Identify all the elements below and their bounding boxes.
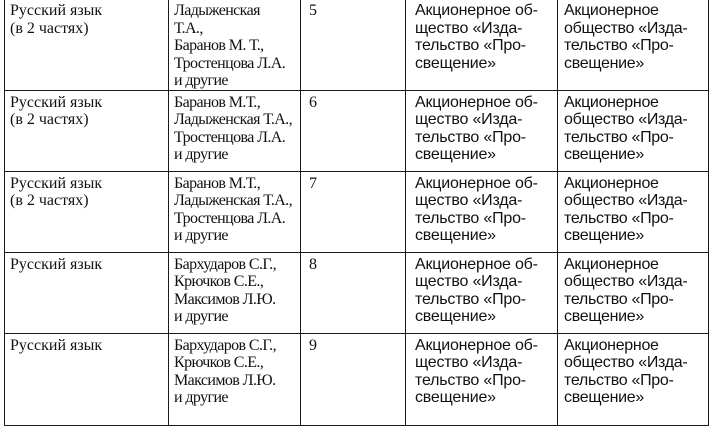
subject-line: Русский язык — [10, 174, 103, 192]
publisher-cell — [406, 333, 558, 425]
author-line: Максимов Л.Ю. — [174, 371, 276, 389]
publisher-line: общество «Изда- — [564, 111, 688, 128]
author-line: Баранов М.Т., — [174, 174, 261, 192]
table-row — [5, 0, 709, 90]
subject-cell — [5, 90, 169, 171]
publisher-cell — [406, 90, 558, 171]
publisher-line: тельство «Про- — [564, 37, 674, 54]
subject-line: (в 2 частях) — [10, 111, 89, 128]
table-body — [5, 0, 709, 425]
grade-value: 8 — [309, 255, 317, 273]
author-line: Максимов Л.Ю. — [174, 290, 276, 308]
publisher-line: тельство «Про- — [415, 290, 526, 308]
publisher-line: общество «Изда- — [564, 19, 688, 37]
publisher-line: свещение» — [564, 54, 644, 72]
publisher-line: тельство «Про- — [415, 371, 526, 389]
grade-value: 6 — [309, 93, 317, 111]
authors-cell — [169, 252, 301, 333]
publisher-cell — [406, 252, 558, 333]
publisher-line: Акционерное — [564, 93, 659, 111]
publisher-line: Акционерное — [564, 255, 659, 273]
author-line: и другие — [174, 72, 228, 89]
publisher-line: тельство «Про- — [415, 128, 526, 146]
publisher-line: Акционерное об- — [415, 2, 538, 19]
author-line: Баранов М.Т., — [174, 93, 261, 111]
publisher-line: свещение» — [564, 389, 644, 406]
publisher-line: тельство «Про- — [564, 371, 674, 389]
subject-line: Русский язык — [10, 2, 103, 19]
grade-value: 5 — [309, 2, 317, 19]
publisher-cell — [406, 171, 558, 252]
author-line: Т.А., — [174, 19, 203, 37]
publisher-cell-2 — [558, 171, 709, 252]
publisher-line: общество «Изда- — [564, 354, 688, 371]
publisher-line: тельство «Про- — [415, 37, 526, 54]
author-line: Бархударов С.Г., — [174, 336, 276, 354]
publisher-line: Акционерное — [564, 174, 659, 192]
table-row — [5, 333, 709, 425]
author-line: Ладыженская Т.А., — [174, 111, 292, 128]
author-line: Крючков С.Е., — [174, 354, 264, 371]
grade-value: 7 — [309, 174, 317, 192]
publisher-cell — [406, 0, 558, 90]
grade-cell — [301, 0, 406, 90]
table-row — [5, 171, 709, 252]
grade-cell — [301, 171, 406, 252]
author-line: Баранов М. Т., — [174, 37, 264, 54]
publisher-cell-2 — [558, 333, 709, 425]
publisher-line: свещение» — [564, 227, 644, 244]
author-line: и другие — [174, 389, 228, 406]
publisher-line: щество «Изда- — [415, 19, 523, 37]
author-line: и другие — [174, 308, 228, 325]
author-line: Тростенцова Л.А. — [174, 54, 286, 72]
subject-line: (в 2 частях) — [10, 192, 89, 209]
publisher-line: Акционерное об- — [415, 174, 538, 192]
authors-cell — [169, 333, 301, 425]
publisher-line: Акционерное — [564, 2, 659, 19]
publisher-cell-2 — [558, 0, 709, 90]
subject-line: Русский язык — [10, 93, 103, 111]
publisher-line: тельство «Про- — [564, 209, 674, 227]
publisher-cell-2 — [558, 252, 709, 333]
textbook-table — [4, 0, 709, 426]
author-line: Тростенцова Л.А. — [174, 128, 286, 146]
publisher-line: щество «Изда- — [415, 192, 523, 209]
publisher-line: щество «Изда- — [415, 111, 523, 128]
publisher-line: тельство «Про- — [564, 128, 674, 146]
publisher-line: общество «Изда- — [564, 192, 688, 209]
subject-cell — [5, 171, 169, 252]
grade-cell — [301, 252, 406, 333]
publisher-line: свещение» — [415, 54, 496, 72]
publisher-line: свещение» — [564, 308, 644, 325]
publisher-line: свещение» — [415, 227, 496, 244]
author-line: Ладыженская — [174, 2, 260, 19]
grade-cell — [301, 90, 406, 171]
subject-line: Русский язык — [10, 255, 103, 273]
author-line: Ладыженская Т.А., — [174, 192, 292, 209]
publisher-line: свещение» — [415, 146, 496, 163]
publisher-line: тельство «Про- — [564, 290, 674, 308]
authors-cell — [169, 0, 301, 90]
subject-cell — [5, 252, 169, 333]
publisher-line: Акционерное об- — [415, 93, 538, 111]
publisher-line: щество «Изда- — [415, 354, 523, 371]
authors-cell — [169, 171, 301, 252]
authors-cell — [169, 90, 301, 171]
subject-cell — [5, 333, 169, 425]
publisher-cell-2 — [558, 90, 709, 171]
grade-cell — [301, 333, 406, 425]
publisher-line: свещение» — [564, 146, 644, 163]
subject-cell — [5, 0, 169, 90]
author-line: и другие — [174, 227, 228, 244]
publisher-line: свещение» — [415, 389, 496, 406]
publisher-line: щество «Изда- — [415, 273, 523, 290]
table-row — [5, 90, 709, 171]
grade-value: 9 — [309, 336, 317, 354]
publisher-line: общество «Изда- — [564, 273, 688, 290]
publisher-line: тельство «Про- — [415, 209, 526, 227]
publisher-line: Акционерное об- — [415, 255, 538, 273]
publisher-line: Акционерное — [564, 336, 659, 354]
author-line: Бархударов С.Г., — [174, 255, 276, 273]
author-line: Крючков С.Е., — [174, 273, 264, 290]
author-line: Тростенцова Л.А. — [174, 209, 286, 227]
subject-line: (в 2 частях) — [10, 19, 89, 37]
table-row — [5, 252, 709, 333]
publisher-line: свещение» — [415, 308, 496, 325]
subject-line: Русский язык — [10, 336, 103, 354]
author-line: и другие — [174, 146, 228, 163]
publisher-line: Акционерное об- — [415, 336, 538, 354]
